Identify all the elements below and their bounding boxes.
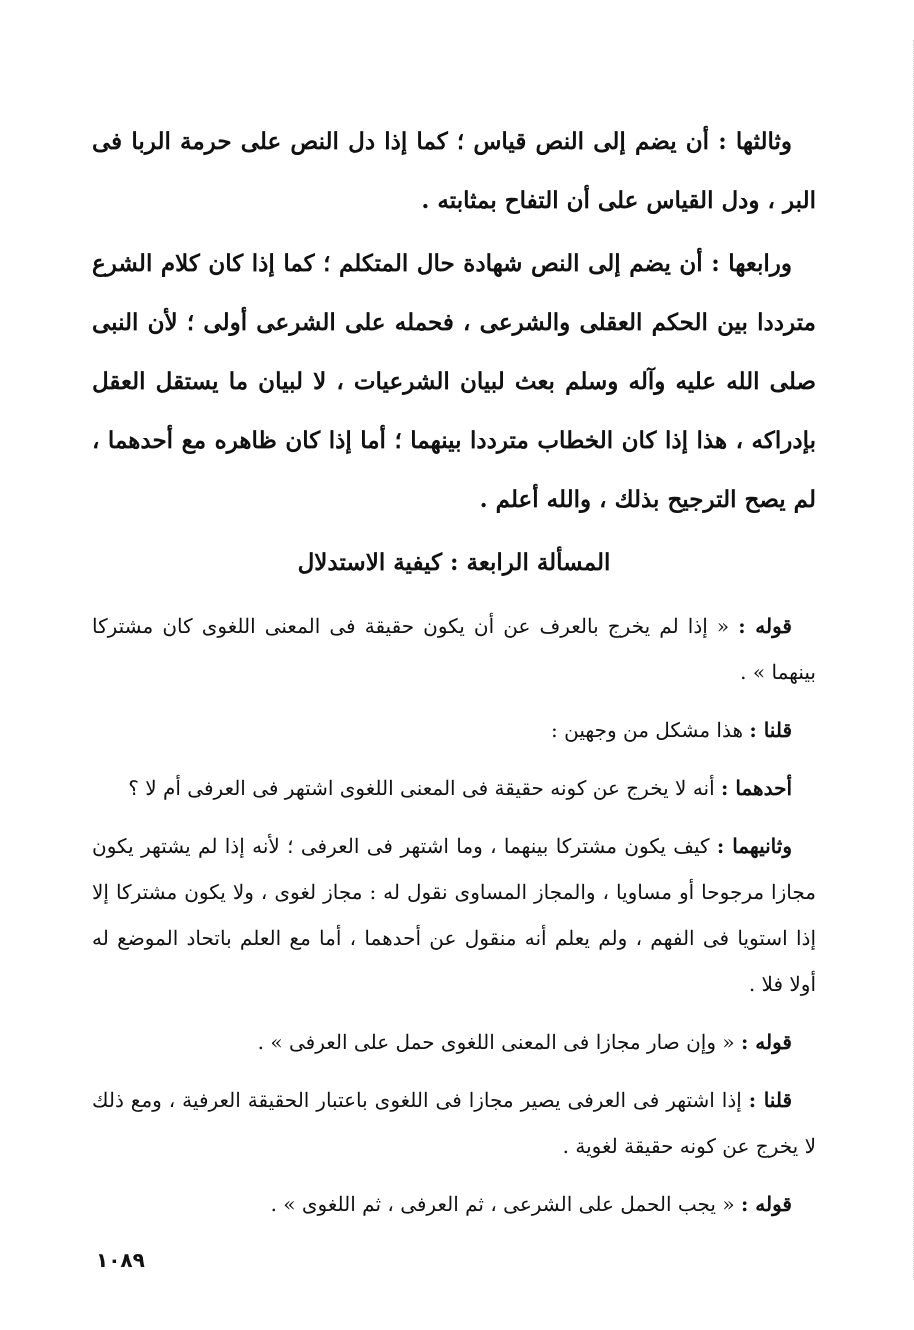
section-lead: قلنا : [748,1088,793,1112]
section-lead: قوله : [740,1030,792,1054]
paragraph-text: أن يضم إلى النص قياس ؛ كما إذا دل النص على حرمة الربا فى البر ، ودل القياس على أن التفاح بمثابته . [92,128,816,214]
section-paragraph [92,1077,816,1169]
section-paragraph [92,823,816,1007]
paragraph-third [92,112,816,230]
section-text: هذا مشكل من وجهين : [551,718,750,742]
section-text: « إذا لم يخرج بالعرف عن أن يكون حقيقة فى المعنى اللغوى كان مشتركا بينهما » . [92,614,816,684]
paragraph-lead: وثالثها : [718,128,792,155]
section-text: أنه لا يخرج عن كونه حقيقة فى المعنى اللغوى اشتهر فى العرفى أم لا ؟ [128,776,722,800]
section-paragraph [92,1181,816,1227]
section-paragraph [92,1019,816,1065]
section-lead: قوله : [738,614,792,638]
section-paragraph [92,765,816,811]
section-lead: أحدهما : [721,776,792,800]
page-edge-dots [909,40,914,1280]
section-text: إذا اشتهر فى العرفى يصير مجازا فى اللغوى باعتبار الحقيقة العرفية ، ومع ذلك لا يخرج عن كونه حقيقة لغوية . [92,1088,816,1158]
section-text: « يجب الحمل على الشرعى ، ثم العرفى ، ثم اللغوى » . [270,1192,741,1216]
section-lead: وثانيهما : [716,834,792,858]
page-number: ١٠٨٩ [96,1248,145,1272]
page-body [92,112,816,1239]
section-lead: قوله : [740,1192,792,1216]
paragraph-lead: ورابعها : [711,250,792,277]
section-text: « وإن صار مجازا فى المعنى اللغوى حمل على العرفى » . [257,1030,741,1054]
section-heading: المسألة الرابعة : كيفية الاستدلال [297,549,611,576]
section-paragraph [92,603,816,695]
paragraph-text: أن يضم إلى النص شهادة حال المتكلم ؛ كما إذا كان كلام الشرع مترددا بين الحكم العقلى والشرعى ، فحمله على الشرعى أولى ؛ لأن النبى صلى الله عليه وآله وسلم بعث لبيان الشرعيات ، لا لبيان ما يستقل العقل بإدراكه ، هذا إذا كان الخطاب مترددا بينهما ؛ أما إذا كان ظاهره مع أحدهما ، لم يصح الترجيح بذلك ، والله أعلم . [92,250,816,513]
paragraph-fourth [92,234,816,529]
section-text: كيف يكون مشتركا بينهما ، وما اشتهر فى العرفى ؛ لأنه إذا لم يشتهر يكون مجازا مرجوحا أو مساويا ، والمجاز المساوى نقول له : مجاز لغوى ، ولا يكون مشتركا إلا إذا استويا فى الفهم ، ولم يعلم أنه منقول عن أحدهما ، أما مع العلم باتحاد الموضع له أولا فلا . [92,834,816,996]
section-lead: قلنا : [749,718,792,742]
section-paragraph [92,707,816,753]
